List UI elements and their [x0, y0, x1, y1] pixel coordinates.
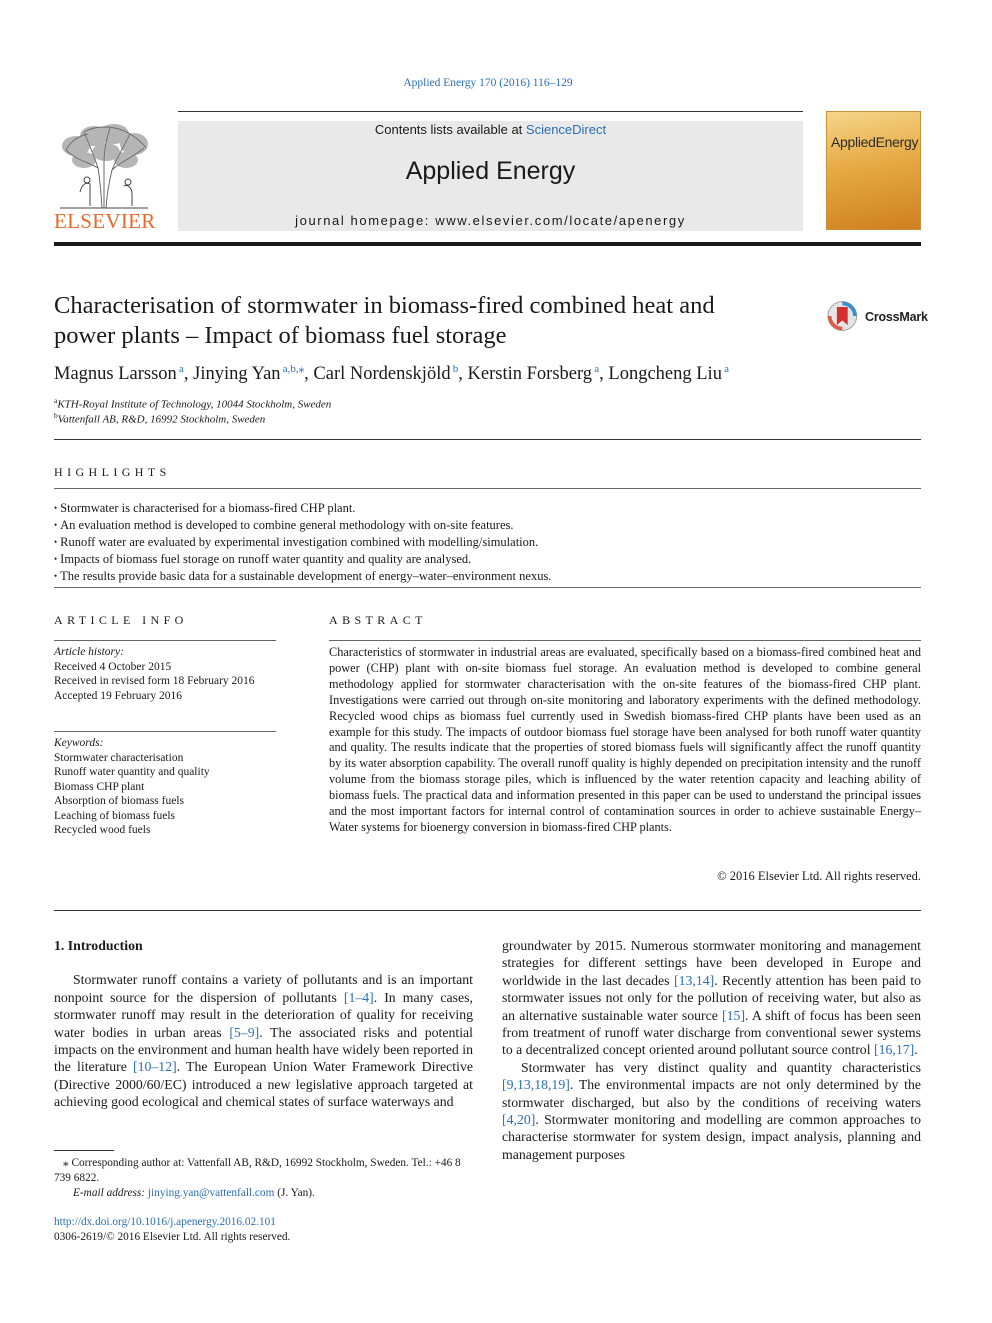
footnote-rule [54, 1150, 114, 1151]
divider [54, 910, 921, 911]
header-rule [178, 111, 803, 112]
journal-masthead [178, 121, 803, 231]
author-affiliation-marker[interactable]: a [592, 363, 600, 375]
highlight-item: • The results provide basic data for a sustainable development of energy–water–environment nexus. [54, 568, 551, 585]
author-name[interactable]: Carl Nordenskjöld [313, 364, 451, 385]
author-affiliation-marker[interactable]: b [450, 363, 459, 375]
journal-cover-thumbnail[interactable] [826, 111, 921, 230]
divider [54, 587, 921, 588]
citation-link[interactable]: [5–9] [229, 1024, 260, 1040]
history-item: Received in revised form 18 February 2016 [54, 675, 255, 687]
affiliation-key: a [54, 396, 58, 405]
corresponding-author-footnote [54, 1156, 473, 1201]
divider [54, 439, 921, 440]
crossmark-label[interactable]: CrossMark [865, 310, 928, 324]
paragraph: Stormwater runoff contains a variety of pollutants and is an important nonpoint source for the dispersion of pollutants [1–4]. In many cases, stormwater runoff may result in the deterioration of quality for receiving water bodies in urban areas [5–9]. The associated risks and potential impacts on the environment and human health have widely been reported in the literature [10–12]. The European Union Water Framework Directive (Directive 2000/60/EC) introduced a new legislative approach targeted at achieving good ecological and chemical states of surface waterways and [54, 972, 474, 1110]
author-affiliation-marker[interactable]: a [176, 363, 184, 375]
affiliation-key: b [54, 411, 58, 420]
divider [54, 640, 276, 641]
affiliation-text: Vattenfall AB, R&D, 16992 Stockholm, Sweden [57, 413, 266, 426]
citation-link[interactable]: [10–12] [133, 1059, 177, 1075]
keyword-item: Biomass CHP plant [54, 780, 145, 793]
citation-link[interactable]: [16,17] [873, 1042, 915, 1058]
footnote-corresponding: Corresponding author at: Vattenfall AB, R&D, 16992 Stockholm, Sweden. Tel.: +46 8 739 6822. [54, 1157, 461, 1184]
crossmark-icon[interactable] [827, 297, 863, 335]
author-name[interactable]: Kerstin Forsberg [467, 364, 593, 385]
article-info-heading: ARTICLE INFO [54, 613, 188, 627]
header-thick-rule [54, 242, 921, 246]
cover-title: AppliedEnergy [831, 134, 919, 150]
keyword-item: Runoff water quantity and quality [54, 766, 210, 778]
article-history [54, 645, 255, 703]
affiliation-text: KTH-Royal Institute of Technology, 10044 Stockholm, Sweden [57, 398, 332, 411]
email-suffix: (J. Yan). [277, 1187, 315, 1199]
author-affiliation-marker[interactable]: a [721, 363, 730, 375]
doi-link[interactable]: http://dx.doi.org/10.1016/j.apenergy.2016.02.101 [54, 1216, 276, 1228]
citation-link[interactable]: [4,20] [502, 1112, 536, 1128]
history-label: Article history: [54, 646, 124, 658]
email-link[interactable]: jinying.yan@vattenfall.com [147, 1187, 275, 1199]
elsevier-wordmark: ELSEVIER [54, 209, 156, 233]
paragraph: Stormwater has very distinct quality and quantity characteristics [9,13,18,19]. The environmental impacts are not only determined by the stormwater discharged, but also by the conditions of receiving waters [4,20]. Stormwater monitoring and modelling are common approaches to characterise stormwater for system design, impact analysis, planning and management purposes [502, 1059, 921, 1162]
body-column-left [54, 937, 473, 1111]
author-name[interactable]: Magnus Larsson [54, 364, 177, 385]
author-name[interactable]: Longcheng Liu [608, 364, 722, 385]
abstract-text: Characteristics of stormwater in industrial areas are evaluated, specifically based on a biomass-fired combined heat and power (CHP) plant with on-site biomass fuel storage. An evaluation method is developed to combine general methodology applied for stormwater characterisation with the on-site features of the biomass-fired CHP plant. Investigations were carried out through on-site monitoring and laboratory experiments with the defined methodology. Recycled wood chips as biomass fuel currently used in Swedish biomass-fired CHP plants have been used as an example for this study. The impacts of outdoor biomass fuel storage have been analysed for both runoff water quantity and quality. The results indicate that the properties of stored biomass fuels will significantly affect the runoff quantity by its water absorption capability. The overall runoff quality is highly depended on precipitation intensity and the runoff volume from the biomass storage piles, which is influenced by the water retention capacity and leaching ability of biomass fuels. The practical data and information presented in this paper can be used to understand the principal issues and the most important factors for internal control of contamination sources in order to achieve sustainable Energy–Water systems for bioenergy conversion in biomass-fired CHP plants. [329, 645, 921, 834]
journal-homepage-link[interactable]: journal homepage: www.elsevier.com/locate/apenergy [295, 213, 686, 228]
highlight-item: • Runoff water are evaluated by experimental investigation combined with modelling/simulation. [54, 534, 551, 551]
journal-reference-link[interactable]: Applied Energy 170 (2016) 116–129 [403, 77, 573, 89]
highlights-list [54, 500, 551, 585]
divider [329, 640, 921, 641]
history-item: Accepted 19 February 2016 [54, 689, 183, 702]
citation-link[interactable]: [13,14] [673, 972, 715, 988]
keywords [54, 736, 210, 838]
highlight-item: • Stormwater is characterised for a biomass-fired CHP plant. [54, 500, 551, 517]
journal-name: Applied Energy [405, 157, 576, 185]
contents-line [178, 122, 803, 137]
highlight-item: • An evaluation method is developed to combine general methodology with on-site features. [54, 517, 551, 534]
author-affiliation-marker[interactable]: a,b,⁎ [280, 363, 305, 375]
author-name[interactable]: Jinying Yan [193, 364, 281, 385]
citation-link[interactable]: [15] [722, 1007, 746, 1023]
keyword-item: Recycled wood fuels [54, 824, 151, 836]
history-item: Received 4 October 2015 [54, 660, 172, 673]
paragraph: groundwater by 2015. Numerous stormwater monitoring and management strategies for different settings have been developed in Europe and worldwide in the last decades [13,14]. Recently attention has been paid to stormwater issues not only for the pollution of receiving water, but also as an alternative sustainable water source [15]. A shift of focus has been seen from treatment of runoff water discharge from conventional sewer systems to a decentralized concept oriented around pollutant source control [16,17]. [502, 938, 921, 1058]
affiliation-b [54, 411, 265, 426]
author-list: Magnus Larsson $^a$, Jinying Yan $^{a,b,⁎}$, Carl Nordenskjöld $^b$, Kerstin Forsberg $^a$, Longcheng Liu $^a$ [54, 363, 730, 385]
keywords-label: Keywords: [54, 737, 104, 749]
copyright-notice: © 2016 Elsevier Ltd. All rights reserved. [717, 869, 921, 883]
highlight-item: • Impacts of biomass fuel storage on runoff water quantity and quality are analysed. [54, 551, 551, 568]
citation-link[interactable]: [1–4] [343, 989, 374, 1005]
issn-line: 0306-2619/© 2016 Elsevier Ltd. All rights reserved. [54, 1231, 291, 1243]
abstract-heading: ABSTRACT [329, 613, 427, 627]
contents-prefix: Contents lists available at [374, 122, 526, 137]
article-title: Characterisation of stormwater in biomass-fired combined heat and power plants – Impact of biomass fuel storage [54, 292, 715, 349]
divider [54, 731, 276, 732]
affiliation-a [54, 396, 331, 411]
doi-block [54, 1215, 290, 1245]
citation-link[interactable]: [9,13,18,19] [502, 1077, 570, 1093]
divider [54, 488, 921, 489]
keyword-item: Absorption of biomass fuels [54, 795, 185, 807]
body-column-right [502, 937, 921, 1163]
highlights-heading: HIGHLIGHTS [54, 465, 171, 479]
keyword-item: Leaching of biomass fuels [54, 809, 176, 822]
email-label: E-mail address: [73, 1187, 146, 1199]
sciencedirect-link[interactable]: ScienceDirect [525, 122, 607, 137]
footnote-star: ⁎ [63, 1157, 69, 1169]
keyword-item: Stormwater characterisation [54, 751, 184, 764]
section-heading: 1. Introduction [54, 938, 143, 953]
